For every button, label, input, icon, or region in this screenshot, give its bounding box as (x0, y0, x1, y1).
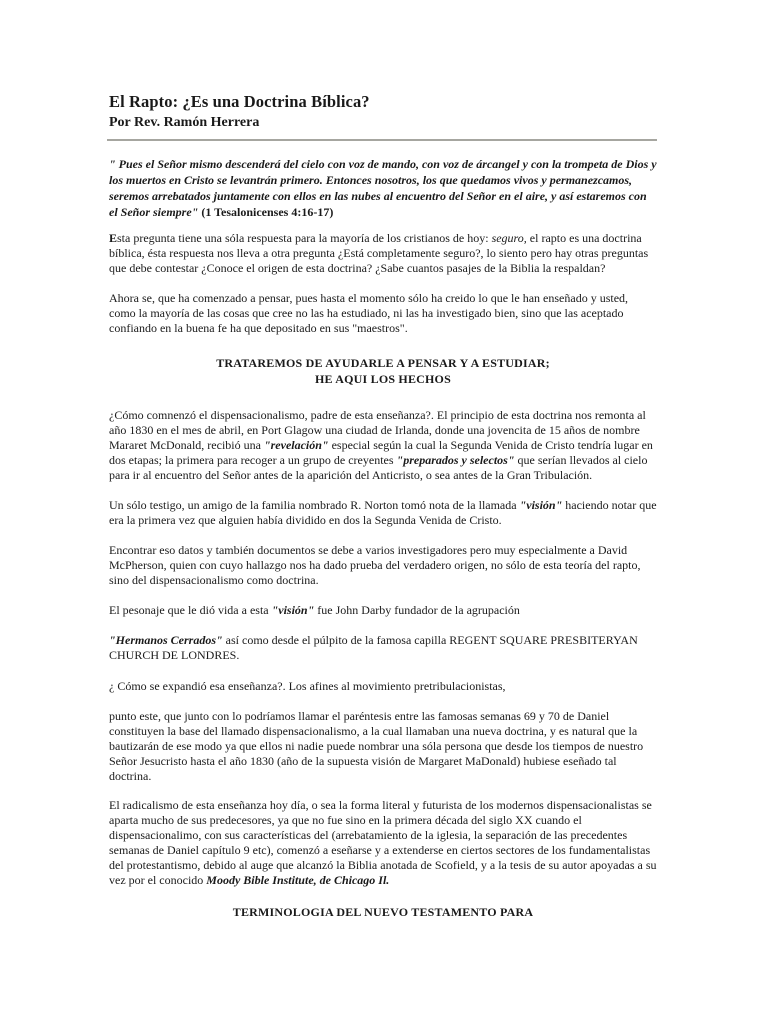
paragraph-1-text-a: sta pregunta tiene una sóla respuesta para la mayoría de los cristianos de hoy: (117, 231, 492, 245)
quote-reference: (1 Tesalonicenses 4:16-17) (198, 205, 334, 219)
title-divider (107, 139, 657, 141)
paragraph-3-text-e: que serían llevados al cielo para ir al encuentro del Señor antes de la aparición del Anticristo, o sea antes de la Gran Tribulación. (109, 453, 648, 482)
paragraph-3-text-a: ¿Cómo comnenzó el dispensacionalismo, padre de esta enseñanza?. El principio de esta doctrina nos remonta al año 1830 en el mes de abril, en Port Glagow una ciudad de Irlanda, donde una jovencita de 15 años de nombre Mararet McDonald, recibió una (109, 408, 646, 452)
paragraph-2: Ahora se, que ha comenzado a pensar, pues hasta el momento sólo ha creido lo que le han enseñado y usted, como la mayoría de las cosas que cree no las ha estudiado, ni las ha investigado bien, sino que las aceptado confiando en la buena fe ha que depositado en sus "maestros". (109, 291, 629, 335)
paragraph-4-text-c: haciendo notar que era la primera vez que alguien había dividido en dos la Segunda Venida de Cristo. (109, 498, 657, 527)
paragraph-1-text-b: el rapto es una doctrina bíblica, ésta respuesta nos lleva a otra pregunta ¿Está completamente seguro?, lo siento pero hay otras preguntas que debe contestar ¿Conoce el origen de esta doctrina? ¿Sabe cuantos pasajes de la Biblia la respaldan? (109, 231, 649, 275)
drop-letter: E (109, 231, 118, 245)
paragraph-3-emphasis-b: "revelación" (263, 438, 329, 452)
paragraph-7 (109, 633, 657, 663)
paragraph-8: ¿ Cómo se expandió esa enseñanza?. Los afines al movimiento pretribulacionistas, (109, 679, 506, 693)
paragraph-7-text-b: así como desde el púlpito de la famosa capilla REGENT SQUARE PRESBITERYAN CHURCH DE LONDRES. (109, 633, 638, 662)
paragraph-10-emphasis: Moody Bible Institute, de Chicago Il. (206, 873, 390, 887)
epigraph-quote (109, 156, 657, 220)
paragraph-10 (109, 798, 657, 888)
paragraph-4-text-a: Un sólo testigo, un amigo de la familia nombrado R. Norton tomó nota de la llamada (109, 498, 520, 512)
paragraph-6-text-a: El pesonaje que le dió vida a esta (109, 603, 272, 617)
section-heading-1-line-1: TRATAREMOS DE AYUDARLE A PENSAR Y A ESTUDIAR; (216, 356, 550, 370)
paragraph-3-text-c: especial según la cual la Segunda Venida de Cristo tendría lugar en dos etapas; la primera para recoger a un grupo de creyentes (109, 438, 653, 467)
section-heading-1 (109, 356, 657, 387)
section-heading-1-line-2: HE AQUI LOS HECHOS (315, 371, 451, 386)
quote-text: " Pues el Señor mismo descenderá del cielo con voz de mando, con voz de árcangel y con la trompeta de Dios y los muertos en Cristo se levantrán primero. Entonces nosotros, los que quedamos vivos y permanezcamos, seremos arrebatados juntamente con ellos en las nubes al encuentro del Señor en el aire, y así estaremos con el Señor siempre" (109, 157, 657, 219)
paragraph-5: Encontrar eso datos y también documentos se debe a varios investigadores pero muy especialmente a David McPherson, quien con cuyo hallazgo nos ha dado prueba del verdadero origen, no sólo de esta teoría del rapto, sino del dispensacionalismo como doctrina. (109, 543, 641, 587)
paragraph-1 (109, 231, 657, 276)
paragraph-6-emphasis: "visión" (271, 603, 315, 617)
document-author: Por Rev. Ramón Herrera (109, 115, 260, 130)
paragraph-4 (109, 498, 657, 528)
paragraph-10-text-a: El radicalismo de esta enseñanza hoy día, o sea la forma literal y futurista de los modernos dispensacionalistas se aparta mucho de sus predecesores, ya que no fue sino en la primera década del siglo XX cuando el dispensacionalimo, con sus características del (arrebatamiento de la iglesia, la separación de las precedentes semanas de Daniel capítulo 9 etc), comenzó a eseñarse y a extenderse en ciertos sectores de los fundamentalistas del protestantismo, debido al auge que alcanzó la Biblia anotada de Scofield, y a la tesis de su autor apoyadas a su vez por el conocido (109, 798, 657, 887)
paragraph-3 (109, 408, 657, 483)
document-title: El Rapto: ¿Es una Doctrina Bíblica? (109, 92, 370, 111)
paragraph-3-emphasis-d: "preparados y selectos" (396, 453, 515, 467)
paragraph-4-emphasis: "visión" (519, 498, 563, 512)
section-heading-2: TERMINOLOGIA DEL NUEVO TESTAMENTO PARA (232, 905, 534, 919)
paragraph-1-italic: seguro, (491, 231, 527, 245)
paragraph-7-emphasis: "Hermanos Cerrados" (109, 633, 223, 647)
paragraph-9: punto este, que junto con lo podríamos llamar el paréntesis entre las famosas semanas 69 y 70 de Daniel constituyen la base del llamado dispensacionalismo, a la cual llamaban una nueva doctrina, y es natural que la bautizarán de ese modo ya que ellos ni nadie puede nombrar una sóla persona que desde los tiempos de nuestro Señor Jesucristo hasta el año 1830 (año de la supuesta visión de Margaret MaDonald) hubiese eseñado tal doctrina. (109, 709, 644, 783)
paragraph-6 (109, 603, 657, 618)
paragraph-6-text-c: fue John Darby fundador de la agrupación (314, 603, 520, 617)
document-page (109, 92, 657, 921)
